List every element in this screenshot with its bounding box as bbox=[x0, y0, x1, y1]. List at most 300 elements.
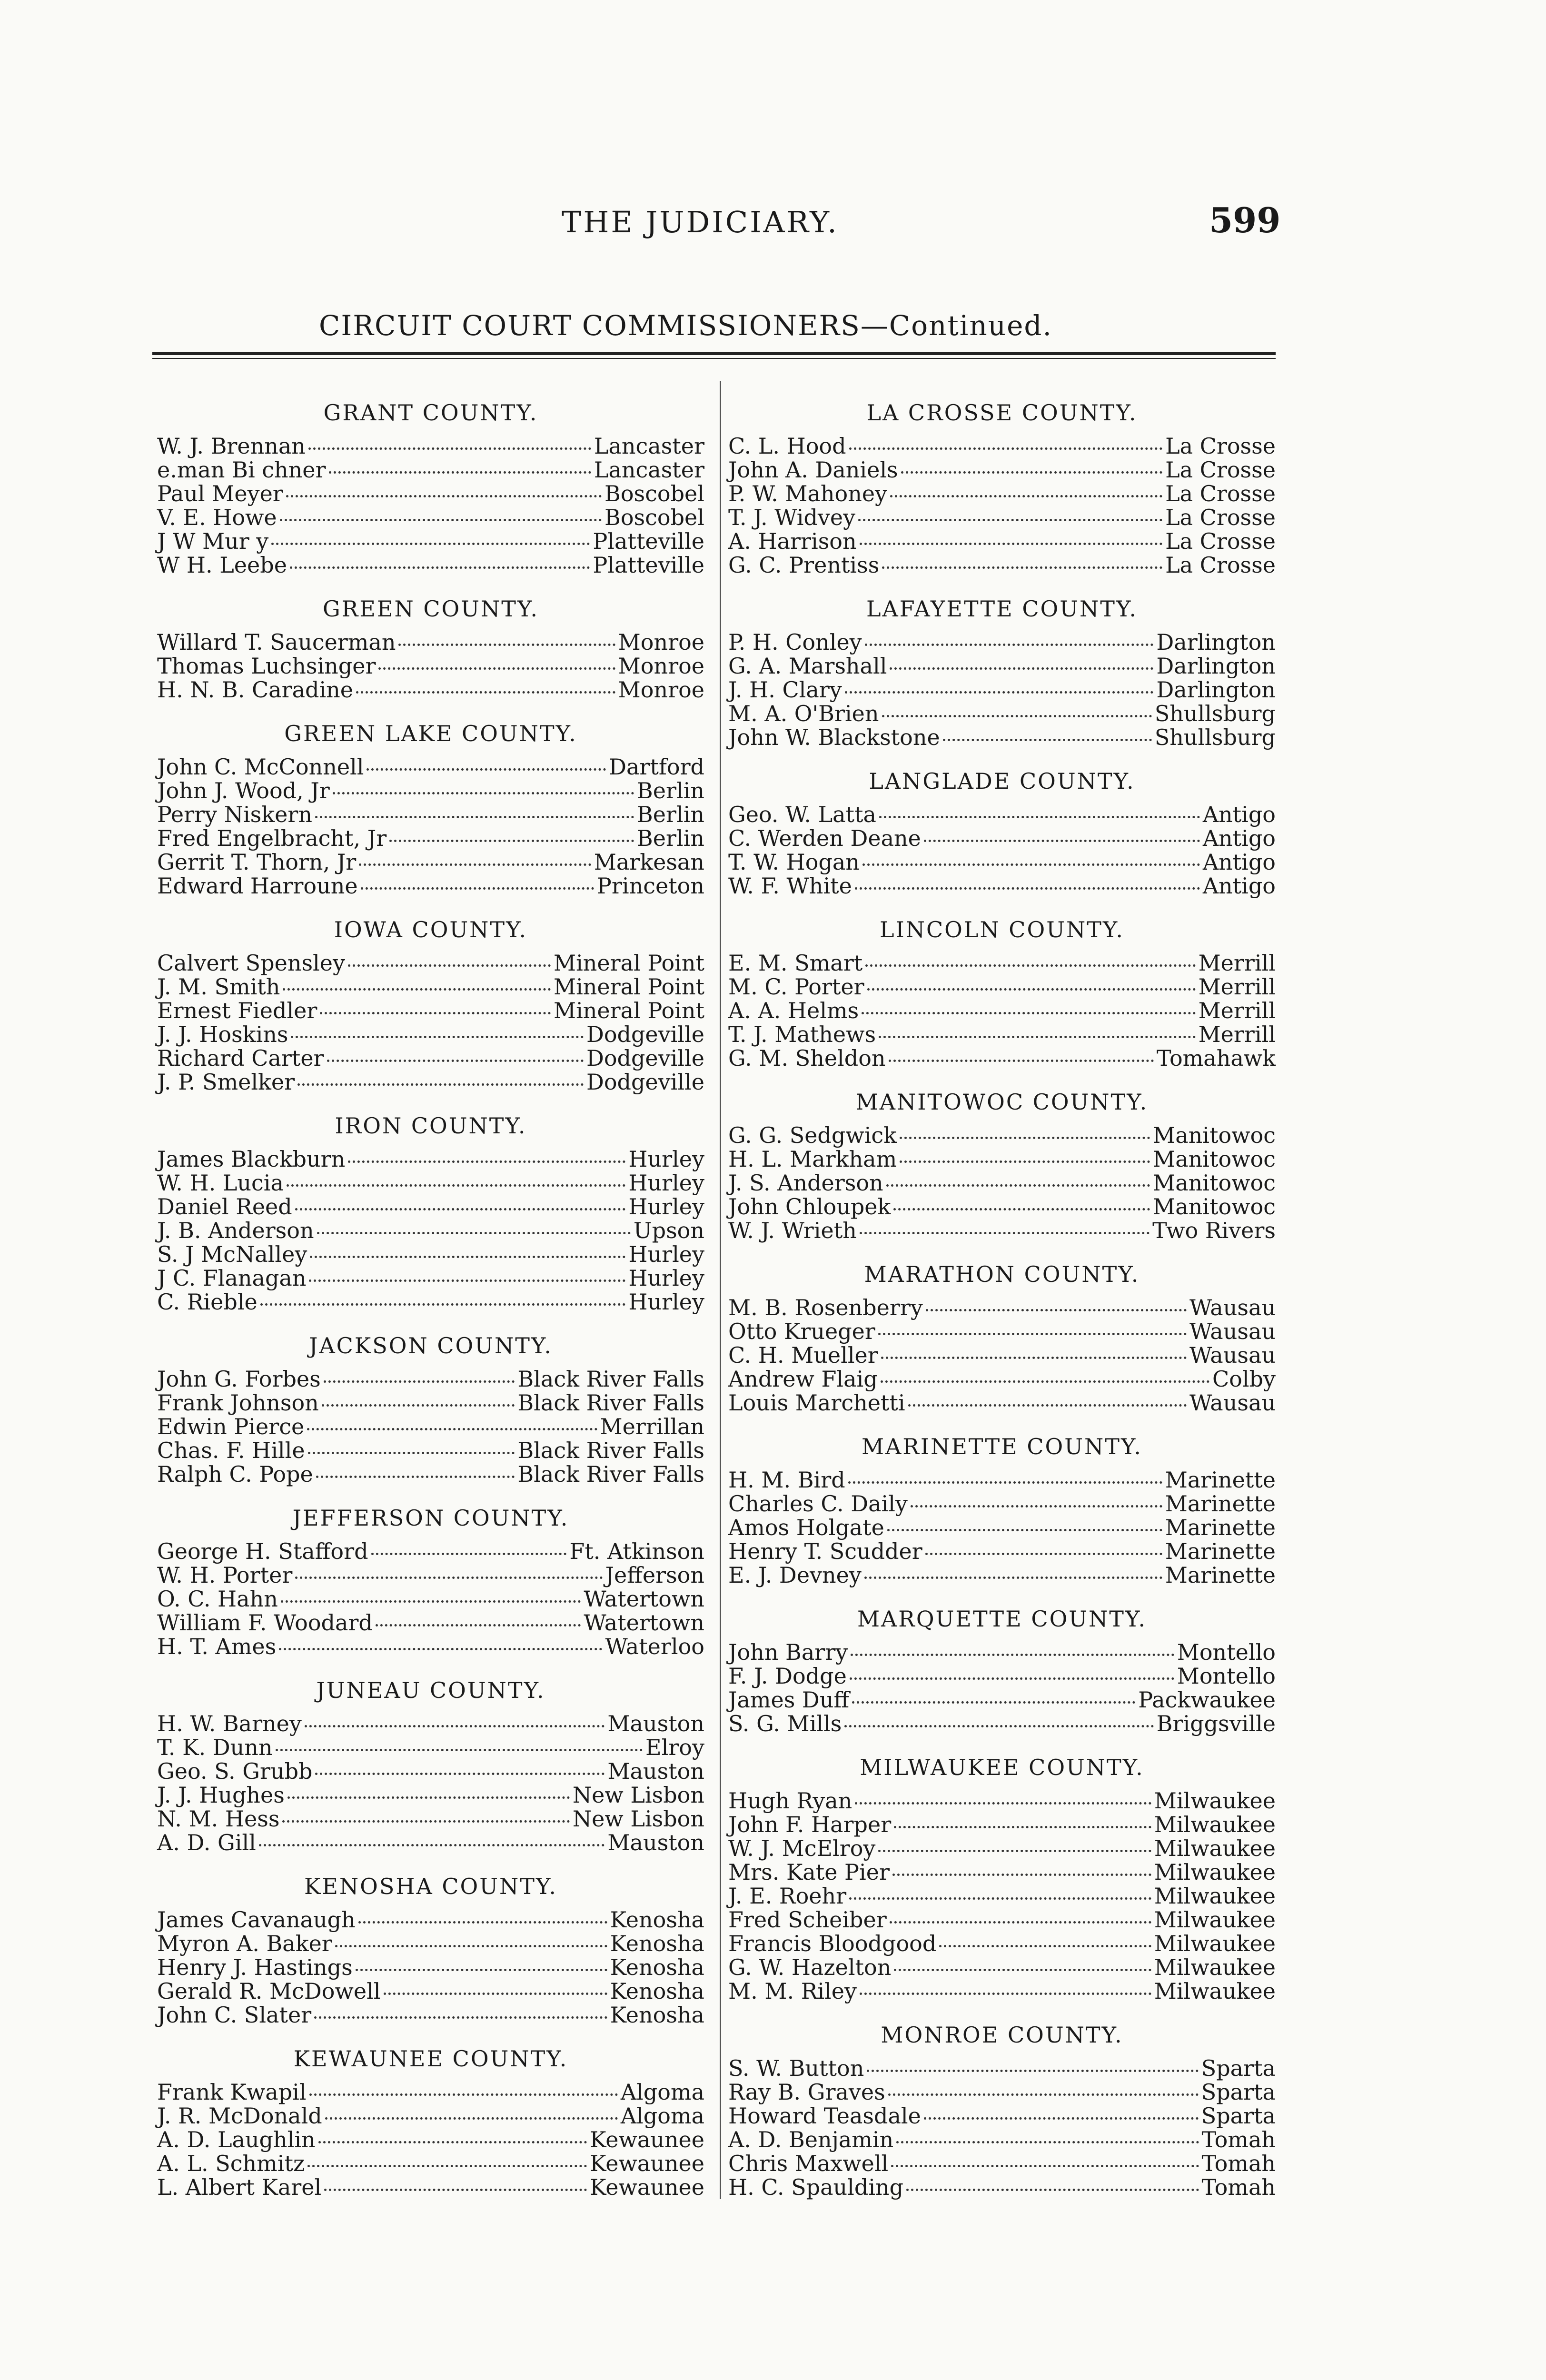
commissioner-place: Hurley bbox=[628, 1241, 704, 1267]
commissioner-entry bbox=[157, 654, 704, 678]
commissioner-name: F. J. Dodge bbox=[728, 1663, 847, 1689]
commissioner-entry bbox=[157, 2175, 704, 2199]
commissioner-place: Dodgeville bbox=[586, 1069, 704, 1095]
commissioner-name: Ray B. Graves bbox=[728, 2079, 885, 2105]
county-heading: MARATHON COUNTY. bbox=[864, 1261, 1140, 1287]
commissioner-name: J. P. Smelker bbox=[157, 1069, 295, 1095]
commissioner-entry bbox=[157, 1290, 704, 1314]
commissioner-place: Watertown bbox=[584, 1610, 704, 1636]
commissioner-entry bbox=[728, 1343, 1276, 1367]
commissioner-place: La Crosse bbox=[1165, 552, 1276, 578]
commissioner-entry bbox=[157, 1712, 704, 1735]
commissioner-name: James Blackburn bbox=[157, 1146, 346, 1172]
county-section bbox=[157, 1677, 704, 1854]
dot-leader bbox=[860, 543, 1162, 545]
commissioner-place: Mauston bbox=[607, 1758, 704, 1784]
commissioner-name: J. H. Clary bbox=[728, 677, 842, 703]
commissioner-place: Kewaunee bbox=[590, 2174, 704, 2200]
commissioner-entry bbox=[728, 1296, 1276, 1319]
county-section bbox=[728, 596, 1276, 749]
commissioner-place: Elroy bbox=[645, 1735, 704, 1760]
dot-leader bbox=[324, 1380, 515, 1383]
commissioner-name: Geo. S. Grubb bbox=[157, 1758, 313, 1784]
commissioner-name: John W. Blackstone bbox=[728, 724, 940, 750]
dot-leader bbox=[867, 988, 1196, 991]
commissioner-name: Richard Carter bbox=[157, 1045, 324, 1071]
commissioner-name: James Cavanaugh bbox=[157, 1907, 356, 1933]
commissioner-place: Lancaster bbox=[594, 457, 704, 483]
commissioner-name: Ernest Fiedler bbox=[157, 998, 317, 1023]
commissioner-name: M. C. Porter bbox=[728, 974, 864, 1000]
commissioner-name: Gerald R. McDowell bbox=[157, 1978, 381, 2004]
commissioner-place: Milwaukee bbox=[1154, 1812, 1276, 1837]
commissioner-entry bbox=[728, 1955, 1276, 1979]
county-section bbox=[728, 1261, 1276, 1415]
commissioner-place: Wausau bbox=[1189, 1295, 1276, 1320]
dot-leader bbox=[926, 1309, 1187, 1311]
commissioner-name: J W Mur y bbox=[157, 528, 269, 554]
commissioner-place: Monroe bbox=[618, 653, 704, 679]
commissioner-place: Markesan bbox=[594, 849, 704, 875]
commissioner-name: A. D. Benjamin bbox=[728, 2127, 894, 2152]
commissioner-name: Calvert Spensley bbox=[157, 950, 345, 976]
commissioner-place: Two Rivers bbox=[1152, 1218, 1276, 1243]
commissioner-entry bbox=[157, 1908, 704, 1932]
page-header bbox=[0, 200, 1546, 262]
commissioner-entry bbox=[728, 2104, 1276, 2128]
commissioner-place: Briggsville bbox=[1156, 1711, 1276, 1736]
commissioner-name: Perry Niskern bbox=[157, 802, 312, 827]
dot-leader bbox=[878, 1333, 1187, 1335]
commissioner-name: Geo. W. Latta bbox=[728, 802, 876, 827]
commissioner-entry bbox=[728, 434, 1276, 458]
commissioner-name: T. K. Dunn bbox=[157, 1735, 273, 1760]
dot-leader bbox=[845, 691, 1154, 694]
dot-leader bbox=[315, 816, 634, 818]
dot-leader bbox=[308, 1452, 515, 1454]
dot-leader bbox=[865, 964, 1195, 967]
commissioner-place: Kenosha bbox=[610, 2002, 704, 2028]
county-heading: MARQUETTE COUNTY. bbox=[857, 1606, 1147, 1632]
dot-leader bbox=[283, 988, 551, 991]
commissioner-place: La Crosse bbox=[1165, 433, 1276, 459]
commissioner-name: John C. Slater bbox=[157, 2002, 312, 2028]
commissioner-entry bbox=[728, 1813, 1276, 1836]
dot-leader bbox=[925, 1553, 1162, 1555]
commissioner-entry bbox=[157, 506, 704, 529]
dot-leader bbox=[900, 1137, 1150, 1139]
commissioner-entry bbox=[157, 1807, 704, 1831]
commissioner-name: A. D. Laughlin bbox=[157, 2127, 316, 2152]
commissioner-name: H. W. Barney bbox=[157, 1711, 302, 1736]
commissioner-entry bbox=[728, 482, 1276, 506]
commissioner-place: La Crosse bbox=[1165, 505, 1276, 530]
commissioner-name: J C. Flanagan bbox=[157, 1265, 307, 1291]
dot-leader bbox=[860, 1993, 1151, 1995]
county-heading: GREEN LAKE COUNTY. bbox=[284, 721, 577, 746]
dot-leader bbox=[939, 1945, 1151, 1947]
commissioner-entry bbox=[157, 1955, 704, 1979]
commissioner-name: Chas. F. Hille bbox=[157, 1438, 305, 1463]
commissioner-place: Darlington bbox=[1156, 629, 1276, 655]
commissioner-name: Fred Scheiber bbox=[728, 1907, 887, 1933]
commissioner-name: A. D. Gill bbox=[157, 1830, 256, 1855]
header-rule bbox=[152, 352, 1276, 355]
commissioner-entry bbox=[728, 1219, 1276, 1242]
county-heading: LANGLADE COUNTY. bbox=[869, 768, 1135, 794]
dot-leader bbox=[851, 1654, 1174, 1656]
commissioner-place: Mauston bbox=[607, 1711, 704, 1736]
dot-leader bbox=[287, 1796, 570, 1799]
commissioner-name: Edwin Pierce bbox=[157, 1414, 305, 1439]
commissioner-name: P. H. Conley bbox=[728, 629, 862, 655]
dot-leader bbox=[371, 1553, 567, 1555]
commissioner-place: Black River Falls bbox=[517, 1366, 704, 1392]
commissioner-place: Antigo bbox=[1202, 849, 1276, 875]
dot-leader bbox=[849, 1897, 1151, 1900]
dot-leader bbox=[276, 1749, 643, 1751]
commissioner-entry bbox=[157, 1266, 704, 1290]
dot-leader bbox=[864, 1577, 1162, 1579]
commissioner-place: Black River Falls bbox=[517, 1390, 704, 1416]
commissioner-name: Hugh Ryan bbox=[728, 1788, 852, 1814]
dot-leader bbox=[358, 1921, 607, 1924]
commissioner-place: Manitowoc bbox=[1153, 1194, 1276, 1220]
commissioner-name: S. G. Mills bbox=[728, 1711, 842, 1736]
dot-leader bbox=[309, 1279, 625, 1282]
commissioner-entry bbox=[157, 1147, 704, 1171]
dot-leader bbox=[911, 1505, 1162, 1507]
commissioner-place: Antigo bbox=[1202, 802, 1276, 827]
commissioner-place: Algoma bbox=[620, 2079, 704, 2105]
commissioner-place: Hurley bbox=[628, 1265, 704, 1291]
dot-leader bbox=[361, 887, 594, 890]
commissioner-entry bbox=[157, 826, 704, 850]
commissioner-place: Algoma bbox=[620, 2103, 704, 2129]
dot-leader bbox=[882, 715, 1152, 717]
dot-leader bbox=[259, 1844, 605, 1846]
commissioner-entry bbox=[728, 553, 1276, 577]
commissioner-name: Charles C. Daily bbox=[728, 1491, 908, 1517]
commissioner-place: Milwaukee bbox=[1154, 1907, 1276, 1933]
dot-leader bbox=[924, 2117, 1199, 2120]
commissioner-entry bbox=[728, 2080, 1276, 2104]
commissioner-name: Otto Krueger bbox=[728, 1319, 875, 1344]
commissioner-name: Frank Kwapil bbox=[157, 2079, 307, 2105]
dot-leader bbox=[359, 863, 591, 866]
commissioner-place: Monroe bbox=[618, 677, 704, 703]
commissioner-name: J. B. Anderson bbox=[157, 1218, 314, 1243]
dot-leader bbox=[295, 1577, 602, 1579]
commissioner-name: Amos Holgate bbox=[728, 1515, 884, 1540]
dot-leader bbox=[310, 1256, 625, 1258]
commissioner-place: Milwaukee bbox=[1154, 1954, 1276, 1980]
county-section bbox=[728, 400, 1276, 577]
commissioner-name: J. M. Smith bbox=[157, 974, 280, 1000]
commissioner-name: Andrew Flaig bbox=[728, 1366, 878, 1392]
dot-leader bbox=[367, 768, 606, 771]
commissioner-entry bbox=[728, 1640, 1276, 1664]
commissioner-name: William F. Woodard bbox=[157, 1610, 373, 1636]
dot-leader bbox=[290, 566, 590, 569]
commissioner-place: Sparta bbox=[1201, 2079, 1276, 2105]
commissioner-entry bbox=[157, 482, 704, 506]
commissioner-entry bbox=[728, 1171, 1276, 1195]
commissioner-name: Daniel Reed bbox=[157, 1194, 292, 1220]
commissioner-place: Manitowoc bbox=[1153, 1122, 1276, 1148]
commissioner-place: Merrill bbox=[1198, 950, 1276, 976]
county-section bbox=[728, 917, 1276, 1070]
commissioner-entry bbox=[728, 1046, 1276, 1070]
commissioner-entry bbox=[728, 1195, 1276, 1219]
commissioner-place: Montello bbox=[1177, 1663, 1276, 1689]
commissioner-entry bbox=[157, 1462, 704, 1486]
commissioner-entry bbox=[157, 874, 704, 898]
commissioner-place: Platteville bbox=[593, 528, 704, 554]
commissioner-place: Merrillan bbox=[600, 1414, 704, 1439]
commissioner-entry bbox=[728, 725, 1276, 749]
commissioner-name: G. G. Sedgwick bbox=[728, 1122, 897, 1148]
commissioner-entry bbox=[157, 755, 704, 779]
county-heading: LA CROSSE COUNTY. bbox=[866, 400, 1138, 426]
commissioner-place: Black River Falls bbox=[517, 1438, 704, 1463]
dot-leader bbox=[867, 2070, 1198, 2072]
commissioner-place: Marinette bbox=[1165, 1467, 1276, 1493]
commissioner-name: J. S. Anderson bbox=[728, 1170, 883, 1196]
dot-leader bbox=[901, 471, 1162, 474]
commissioner-entry bbox=[157, 1831, 704, 1854]
commissioner-place: Wausau bbox=[1189, 1390, 1276, 1416]
dot-leader bbox=[271, 543, 590, 545]
commissioner-place: Manitowoc bbox=[1153, 1146, 1276, 1172]
commissioner-entry bbox=[157, 2128, 704, 2152]
commissioner-entry bbox=[728, 1367, 1276, 1391]
dot-leader bbox=[280, 519, 602, 521]
commissioner-name: H. M. Bird bbox=[728, 1467, 845, 1493]
commissioner-place: Antigo bbox=[1202, 873, 1276, 899]
commissioner-place: Milwaukee bbox=[1154, 1859, 1276, 1885]
county-section bbox=[728, 1089, 1276, 1242]
commissioner-place: La Crosse bbox=[1165, 528, 1276, 554]
county-heading: LINCOLN COUNTY. bbox=[880, 917, 1124, 942]
dot-leader bbox=[891, 2165, 1199, 2167]
commissioner-place: Sparta bbox=[1201, 2103, 1276, 2129]
dot-leader bbox=[384, 1993, 607, 1995]
commissioner-name: Mrs. Kate Pier bbox=[728, 1859, 890, 1885]
commissioner-name: H. L. Markham bbox=[728, 1146, 897, 1172]
commissioner-entry bbox=[728, 874, 1276, 898]
county-section bbox=[157, 596, 704, 702]
commissioner-place: Packwaukee bbox=[1138, 1687, 1276, 1713]
commissioner-name: John Barry bbox=[728, 1639, 848, 1665]
commissioner-entry bbox=[728, 951, 1276, 975]
commissioner-entry bbox=[728, 1492, 1276, 1516]
dot-leader bbox=[882, 566, 1162, 569]
dot-leader bbox=[890, 495, 1162, 497]
county-heading: IOWA COUNTY. bbox=[334, 917, 528, 942]
commissioner-entry bbox=[157, 779, 704, 803]
commissioner-place: Hurley bbox=[628, 1170, 704, 1196]
dot-leader bbox=[860, 1232, 1150, 1234]
county-heading: JUNEAU COUNTY. bbox=[316, 1677, 545, 1703]
dot-leader bbox=[893, 1208, 1150, 1210]
commissioner-entry bbox=[728, 2152, 1276, 2175]
dot-leader bbox=[324, 2189, 587, 2191]
commissioner-entry bbox=[728, 1022, 1276, 1046]
county-section bbox=[157, 1113, 704, 1314]
commissioner-entry bbox=[728, 1979, 1276, 2003]
county-heading: MILWAUKEE COUNTY. bbox=[860, 1755, 1144, 1780]
commissioner-place: Berlin bbox=[636, 825, 704, 851]
commissioner-entry bbox=[728, 826, 1276, 850]
commissioner-place: Milwaukee bbox=[1154, 1835, 1276, 1861]
commissioner-place: Mineral Point bbox=[553, 950, 704, 976]
dot-leader bbox=[887, 1529, 1162, 1531]
county-section bbox=[157, 400, 704, 577]
commissioner-name: A. Harrison bbox=[728, 528, 857, 554]
dot-leader bbox=[850, 1677, 1174, 1680]
commissioner-name: Henry J. Hastings bbox=[157, 1954, 353, 1980]
county-section bbox=[728, 2022, 1276, 2199]
commissioner-entry bbox=[728, 1836, 1276, 1860]
dot-leader bbox=[881, 1357, 1187, 1359]
commissioner-place: Hurley bbox=[628, 1289, 704, 1315]
commissioner-name: W. J. Wrieth bbox=[728, 1218, 857, 1243]
county-heading: KENOSHA COUNTY. bbox=[304, 1874, 558, 1899]
dot-leader bbox=[890, 667, 1153, 670]
commissioner-entry bbox=[157, 458, 704, 482]
dot-leader bbox=[865, 644, 1154, 646]
commissioner-place: Merrill bbox=[1198, 1021, 1276, 1047]
commissioner-name: M. M. Riley bbox=[728, 1978, 857, 2004]
commissioner-entry bbox=[728, 999, 1276, 1022]
commissioner-entry bbox=[728, 803, 1276, 826]
county-heading: JACKSON COUNTY. bbox=[309, 1333, 553, 1359]
commissioner-name: M. A. O'Brien bbox=[728, 701, 879, 726]
commissioner-place: Hurley bbox=[628, 1194, 704, 1220]
commissioner-place: La Crosse bbox=[1165, 481, 1276, 506]
commissioner-entry bbox=[157, 1611, 704, 1635]
commissioner-place: Watertown bbox=[584, 1586, 704, 1612]
commissioner-name: James Duff bbox=[728, 1687, 850, 1713]
dot-leader bbox=[888, 2093, 1199, 2096]
commissioner-name: Edward Harroune bbox=[157, 873, 358, 899]
commissioner-entry bbox=[728, 654, 1276, 678]
commissioner-name: W H. Leebe bbox=[157, 552, 287, 578]
dot-leader bbox=[862, 1012, 1195, 1014]
commissioner-name: John J. Wood, Jr bbox=[157, 778, 330, 803]
commissioner-entry bbox=[728, 1712, 1276, 1735]
commissioner-place: Kewaunee bbox=[590, 2151, 704, 2176]
commissioner-name: Willard T. Saucerman bbox=[157, 629, 396, 655]
dot-leader bbox=[291, 1036, 583, 1038]
commissioner-entry bbox=[728, 1860, 1276, 1884]
commissioner-name: Louis Marchetti bbox=[728, 1390, 905, 1416]
commissioner-name: A. A. Helms bbox=[728, 998, 859, 1023]
commissioner-entry bbox=[157, 999, 704, 1022]
commissioner-place: Black River Falls bbox=[517, 1461, 704, 1487]
header-rule-thin bbox=[152, 358, 1276, 359]
commissioner-name: C. L. Hood bbox=[728, 433, 846, 459]
commissioner-entry bbox=[728, 1516, 1276, 1539]
dot-leader bbox=[318, 2141, 587, 2143]
commissioner-place: Kenosha bbox=[610, 1978, 704, 2004]
commissioner-entry bbox=[157, 678, 704, 702]
dot-leader bbox=[315, 1773, 605, 1775]
column-divider bbox=[720, 381, 721, 2199]
commissioner-entry bbox=[728, 678, 1276, 702]
dot-leader bbox=[282, 1820, 569, 1823]
commissioner-name: W. J. Brennan bbox=[157, 433, 306, 459]
commissioner-name: J. J. Hoskins bbox=[157, 1021, 288, 1047]
commissioner-entry bbox=[728, 458, 1276, 482]
commissioner-entry bbox=[157, 1415, 704, 1438]
county-heading: MARINETTE COUNTY. bbox=[861, 1434, 1143, 1459]
commissioner-entry bbox=[728, 1884, 1276, 1908]
commissioner-place: La Crosse bbox=[1165, 457, 1276, 483]
commissioner-name: J. R. McDonald bbox=[157, 2103, 322, 2129]
commissioner-entry bbox=[157, 2080, 704, 2104]
commissioner-entry bbox=[157, 2104, 704, 2128]
commissioner-place: Tomah bbox=[1201, 2151, 1276, 2176]
commissioner-entry bbox=[157, 1022, 704, 1046]
commissioner-place: Colby bbox=[1212, 1366, 1276, 1392]
dot-leader bbox=[908, 1404, 1187, 1407]
dot-leader bbox=[320, 1012, 551, 1014]
commissioner-name: Henry T. Scudder bbox=[728, 1538, 922, 1564]
commissioner-place: Mineral Point bbox=[553, 974, 704, 1000]
commissioner-place: Hurley bbox=[628, 1146, 704, 1172]
dot-leader bbox=[305, 1725, 605, 1727]
commissioner-place: Tomahawk bbox=[1156, 1045, 1276, 1071]
county-heading: MANITOWOC COUNTY. bbox=[855, 1089, 1149, 1115]
dot-leader bbox=[308, 447, 591, 450]
commissioner-entry bbox=[728, 1789, 1276, 1813]
dot-leader bbox=[896, 2141, 1199, 2143]
commissioner-entry bbox=[157, 2003, 704, 2027]
county-heading: GREEN COUNTY. bbox=[322, 596, 539, 622]
commissioner-place: Dodgeville bbox=[586, 1045, 704, 1071]
commissioner-place: Milwaukee bbox=[1154, 1978, 1276, 2004]
commissioner-place: Montello bbox=[1177, 1639, 1276, 1665]
dot-leader bbox=[848, 1481, 1162, 1484]
dot-leader bbox=[286, 495, 602, 497]
commissioner-entry bbox=[157, 975, 704, 999]
commissioner-entry bbox=[728, 975, 1276, 999]
commissioner-place: Milwaukee bbox=[1154, 1788, 1276, 1814]
commissioner-entry bbox=[157, 850, 704, 874]
county-heading: KEWAUNEE COUNTY. bbox=[293, 2046, 568, 2072]
commissioner-place: New Lisbon bbox=[572, 1782, 704, 1808]
commissioner-entry bbox=[728, 1908, 1276, 1932]
commissioner-entry bbox=[157, 1195, 704, 1219]
dot-leader bbox=[890, 1921, 1151, 1924]
commissioner-entry bbox=[728, 1539, 1276, 1563]
dot-leader bbox=[855, 1802, 1151, 1805]
commissioner-place: Tomah bbox=[1201, 2174, 1276, 2200]
commissioner-entry bbox=[157, 1587, 704, 1611]
commissioner-name: J. E. Roehr bbox=[728, 1883, 847, 1909]
commissioner-name: P. W. Mahoney bbox=[728, 481, 888, 506]
commissioner-name: John A. Daniels bbox=[728, 457, 898, 483]
commissioner-name: E. M. Smart bbox=[728, 950, 863, 976]
commissioner-entry bbox=[157, 1171, 704, 1195]
dot-leader bbox=[879, 816, 1200, 818]
county-section bbox=[157, 1874, 704, 2027]
commissioner-place: Kewaunee bbox=[590, 2127, 704, 2152]
commissioner-place: Monroe bbox=[618, 629, 704, 655]
commissioner-entry bbox=[728, 529, 1276, 553]
